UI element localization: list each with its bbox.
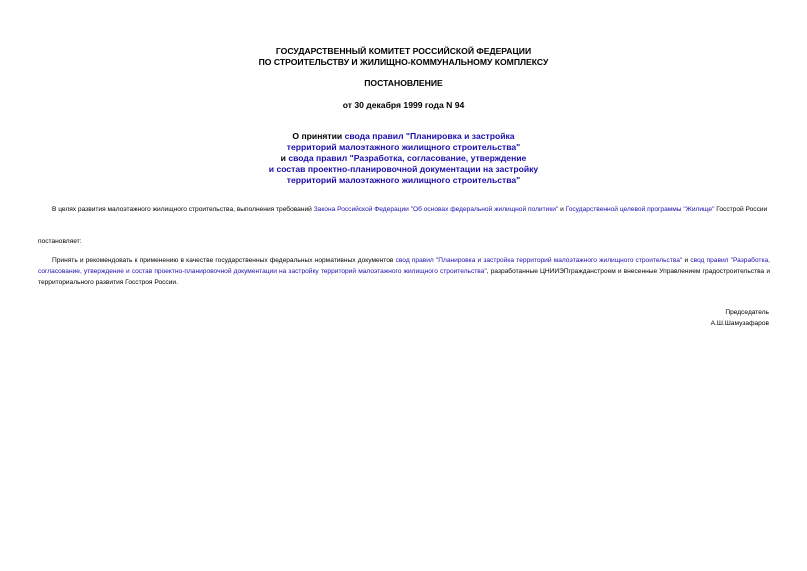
subject-joiner: и (280, 153, 289, 163)
program-link-cont[interactable]: "Жилище" (683, 206, 715, 213)
issuer-header (0, 46, 807, 68)
paragraph-decides: постановляет: (38, 238, 82, 245)
preamble-text-a: В целях развития малоэтажного жилищного строительства, выполнения требований (52, 206, 314, 213)
law-link[interactable]: Закона Российской Федерации "Об основах федеральной жилищной политики" (313, 206, 559, 213)
subject-link-sp1[interactable]: свода правил "Планировка и застройка (344, 131, 515, 141)
subject-link-sp2[interactable]: свода правил "Разработка, согласование, утверждение (288, 153, 527, 163)
subject-link-sp1-cont[interactable]: территорий малоэтажного жилищного строительства" (286, 142, 521, 152)
subject-prefix: О принятии (292, 131, 345, 141)
preamble-text-c: Госстрой России (714, 206, 768, 213)
resolution-text-a: Принять и рекомендовать к применению в качестве государственных федеральных нормативных документов (52, 257, 396, 264)
document-type: ПОСТАНОВЛЕНИЕ (364, 78, 443, 88)
signatory-title: Председатель (725, 309, 769, 316)
sp2-link[interactable]: свод правил "Разработка, согласование, утверждение и состав проектно-планировочной документации на застройку территорий малоэтажного жилищного строительства" (38, 257, 770, 275)
document-subject (0, 131, 807, 186)
issuer-line-2: ПО СТРОИТЕЛЬСТВУ И ЖИЛИЩНО-КОММУНАЛЬНОМУ КОМПЛЕКСУ (258, 57, 549, 67)
preamble-text-b: и (558, 206, 566, 213)
signatory-name: А.Ш.Шамузафаров (710, 320, 769, 327)
paragraph-resolution (38, 255, 770, 288)
paragraph-preamble (38, 204, 770, 215)
subject-link-sp2-cont2[interactable]: территорий малоэтажного жилищного строительства" (286, 175, 521, 185)
signature-block (711, 307, 769, 329)
document-date: от 30 декабря 1999 года N 94 (342, 100, 465, 110)
resolution-text-b: и (682, 257, 691, 264)
issuer-line-1: ГОСУДАРСТВЕННЫЙ КОМИТЕТ РОССИЙСКОЙ ФЕДЕРАЦИИ (275, 46, 532, 56)
sp1-link[interactable]: свод правил "Планировка и застройка территорий малоэтажного жилищного строительства" (395, 257, 683, 264)
subject-link-sp2-cont[interactable]: и состав проектно-планировочной документации на застройку (268, 164, 539, 174)
program-link[interactable]: Государственной целевой программы (565, 206, 682, 213)
resolution-text-c: , разработанные ЦНИИЭПгражданстроем и внесенные Управлением градостроительства и территориального развития Госстроя России. (38, 268, 771, 286)
